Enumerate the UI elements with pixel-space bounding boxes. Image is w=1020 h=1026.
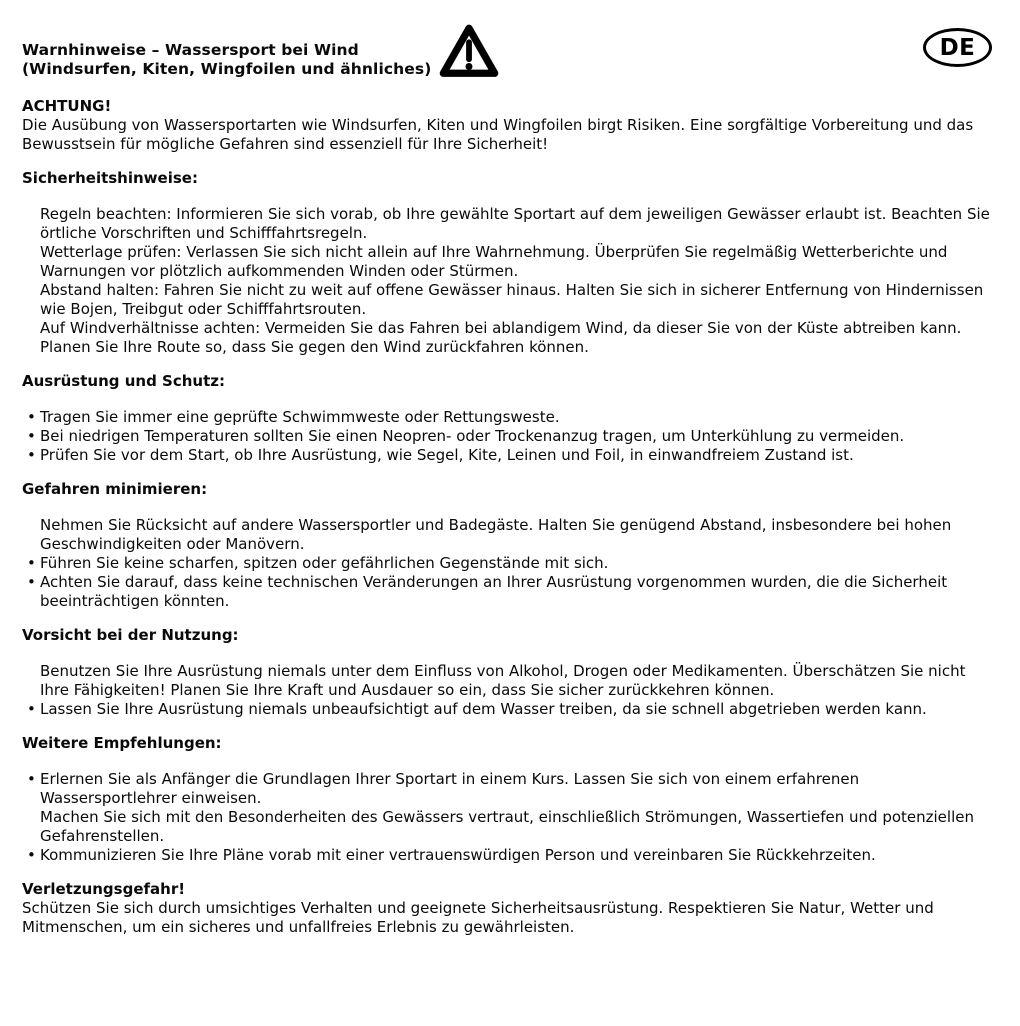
list-item: • Erlernen Sie als Anfänger die Grundlagen Ihrer Sportart in einem Kurs. Lassen Sie sich von einem erfahrenen Wassersportlehrer einweisen. [22, 770, 996, 808]
document-header [22, 34, 996, 81]
warning-triangle-icon [438, 22, 500, 81]
language-code: DE [939, 34, 976, 61]
title-line-1: Warnhinweise – Wassersport bei Wind [22, 41, 359, 59]
section-achtung [22, 97, 996, 154]
paragraph: Schützen Sie sich durch umsichtiges Verhalten und geeignete Sicherheitsausrüstung. Respektieren Sie Natur, Wetter und Mitmenschen, um ein sicheres und unfallfreies Erlebnis zu gewährleisten. [22, 899, 934, 936]
list-item: Abstand halten: Fahren Sie nicht zu weit auf offene Gewässer hinaus. Halten Sie sich in sicherer Entfernung von Hindernissen wie Bojen, Treibgut oder Schifffahrtsrouten. [40, 281, 984, 318]
section-heading: Ausrüstung und Schutz: [22, 372, 225, 390]
list-item: • Achten Sie darauf, dass keine technischen Veränderungen an Ihrer Ausrüstung vorgenommen wurden, die die Sicherheit beeinträchtigen könnten. [22, 573, 996, 611]
section-weitere-empfehlungen [22, 734, 996, 865]
section-heading: Weitere Empfehlungen: [22, 734, 222, 752]
list-item: • Prüfen Sie vor dem Start, ob Ihre Ausrüstung, wie Segel, Kite, Leinen und Foil, in einwandfreiem Zustand ist. [22, 446, 996, 465]
section-ausruestung-und-schutz [22, 372, 996, 465]
section-sicherheitshinweise [22, 169, 996, 357]
section-heading: Vorsicht bei der Nutzung: [22, 626, 239, 644]
paragraph: Die Ausübung von Wassersportarten wie Windsurfen, Kiten und Wingfoilen birgt Risiken. Eine sorgfältige Vorbereitung und das Bewusstsein für mögliche Gefahren sind essenziell für Ihre Sicherheit! [22, 116, 974, 153]
page-title [22, 41, 431, 79]
section-heading: Verletzungsgefahr! [22, 880, 186, 898]
list-item: Regeln beachten: Informieren Sie sich vorab, ob Ihre gewählte Sportart auf dem jeweiligen Gewässer erlaubt ist. Beachten Sie örtliche Vorschriften und Schifffahrtsregeln. [40, 205, 990, 242]
list-item: Benutzen Sie Ihre Ausrüstung niemals unter dem Einfluss von Alkohol, Drogen oder Medikamenten. Überschätzen Sie nicht Ihre Fähigkeiten! Planen Sie Ihre Kraft und Ausdauer so ein, dass Sie sicher zurückkehren können. [40, 662, 966, 699]
list-item: • Bei niedrigen Temperaturen sollten Sie einen Neopren- oder Trockenanzug tragen, um Unterkühlung zu vermeiden. [22, 427, 996, 446]
language-badge [923, 28, 992, 67]
section-heading: ACHTUNG! [22, 97, 112, 115]
section-heading: Gefahren minimieren: [22, 480, 208, 498]
list-item: Auf Windverhältnisse achten: Vermeiden Sie das Fahren bei ablandigem Wind, da dieser Sie von der Küste abtreiben kann. Planen Sie Ihre Route so, dass Sie gegen den Wind zurückfahren können. [40, 319, 962, 356]
section-heading: Sicherheitshinweise: [22, 169, 198, 187]
list-item: Nehmen Sie Rücksicht auf andere Wassersportler und Badegäste. Halten Sie genügend Abstand, insbesondere bei hohen Geschwindigkeiten oder Manövern. [40, 516, 952, 553]
list-item: • Kommunizieren Sie Ihre Pläne vorab mit einer vertrauenswürdigen Person und vereinbaren Sie Rückkehrzeiten. [22, 846, 996, 865]
title-line-2: (Windsurfen, Kiten, Wingfoilen und ähnliches) [22, 60, 432, 78]
list-item: • Tragen Sie immer eine geprüfte Schwimmweste oder Rettungsweste. [22, 408, 996, 427]
section-vorsicht-bei-der-nutzung [22, 626, 996, 719]
list-item: • Führen Sie keine scharfen, spitzen oder gefährlichen Gegenstände mit sich. [22, 554, 996, 573]
section-gefahren-minimieren [22, 480, 996, 611]
list-item: Machen Sie sich mit den Besonderheiten des Gewässers vertraut, einschließlich Strömungen, Wassertiefen und potenziellen Gefahrenstellen. [40, 808, 974, 845]
list-item: Wetterlage prüfen: Verlassen Sie sich nicht allein auf Ihre Wahrnehmung. Überprüfen Sie regelmäßig Wetterberichte und Warnungen vor plötzlich aufkommenden Winden oder Stürmen. [40, 243, 948, 280]
list-item: • Lassen Sie Ihre Ausrüstung niemals unbeaufsichtigt auf dem Wasser treiben, da sie schnell abgetrieben werden kann. [22, 700, 996, 719]
section-verletzungsgefahr [22, 880, 996, 937]
